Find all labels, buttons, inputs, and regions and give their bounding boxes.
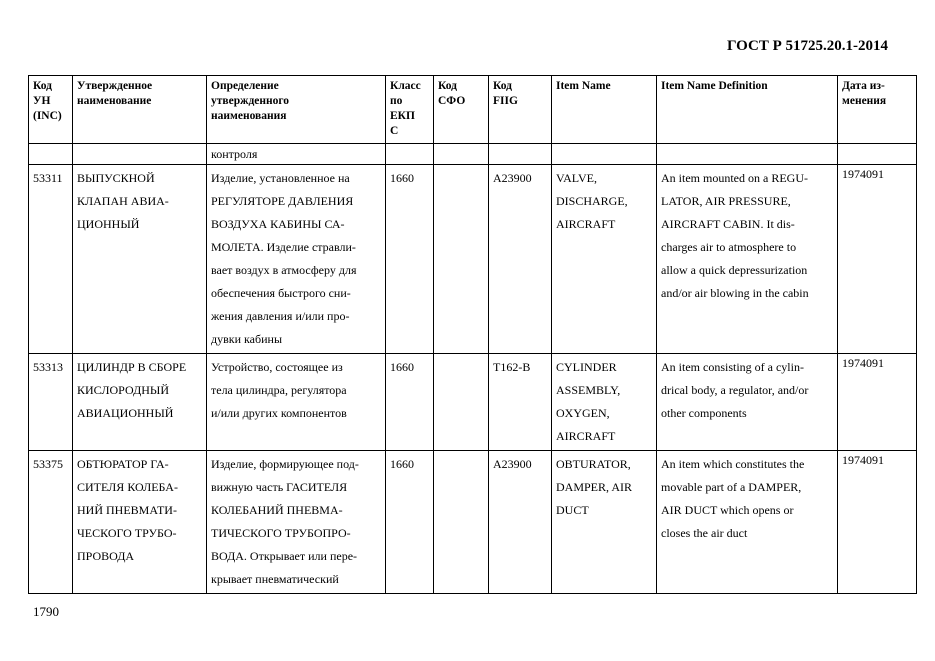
header-sfo-code: Код СФО: [434, 76, 489, 144]
item-name-definition: An item consisting of a cylin- drical body, a regulator, and/or other components: [657, 354, 838, 451]
fiig-code: A23900: [489, 451, 552, 594]
header-item-name-definition: Item Name Definition: [657, 76, 838, 144]
table-row: [29, 451, 917, 594]
approved-name: ВЫПУСКНОЙ КЛАПАН АВИА- ЦИОННЫЙ: [73, 165, 207, 354]
item-name: CYLINDER ASSEMBLY, OXYGEN, AIRCRAFT: [552, 354, 657, 451]
sfo-code: [434, 451, 489, 594]
item-name: OBTURATOR, DAMPER, AIR DUCT: [552, 451, 657, 594]
table-row: [29, 165, 917, 354]
approved-definition: Изделие, формирующее под- вижную часть ГАСИТЕЛЯ КОЛЕБАНИЙ ПНЕВМА- ТИЧЕСКОГО ТРУБОПРО- ВОДА. Открывает или пере- крывает пневматический: [207, 451, 386, 594]
approved-definition: Изделие, установленное на РЕГУЛЯТОРЕ ДАВЛЕНИЯ ВОЗДУХА КАБИНЫ СА- МОЛЕТА. Изделие стравли- вает воздух в атмосферу для обеспечения быстрого сни- жения давления и/или про- дувки кабины: [207, 165, 386, 354]
inc-code: 53375: [29, 451, 73, 594]
change-date: 1974091: [838, 354, 917, 451]
header-class: Класс по ЕКП С: [386, 76, 434, 144]
change-date: 1974091: [838, 451, 917, 594]
inc-code: 53313: [29, 354, 73, 451]
inc-code: 53311: [29, 165, 73, 354]
table-row: [29, 354, 917, 451]
header-approved-definition: Определение утвержденного наименования: [207, 76, 386, 144]
item-name: VALVE, DISCHARGE, AIRCRAFT: [552, 165, 657, 354]
page-number: 1790: [33, 604, 59, 619]
sfo-code: [434, 354, 489, 451]
item-name-definition: An item mounted on a REGU- LATOR, AIR PRESSURE, AIRCRAFT CABIN. It dis- charges air to atmosphere to allow a quick depressurization and/or air blowing in the cabin: [657, 165, 838, 354]
header-fiig-code: Код FIIG: [489, 76, 552, 144]
document-code: ГОСТ Р 51725.20.1-2014: [726, 38, 888, 54]
approved-definition: Устройство, состоящее из тела цилиндра, регулятора и/или других компонентов: [207, 354, 386, 451]
table-header-row: [29, 76, 917, 144]
fiig-code: T162-B: [489, 354, 552, 451]
item-name-definition: An item which constitutes the movable part of a DAMPER, AIR DUCT which opens or closes the air duct: [657, 451, 838, 594]
class-code: 1660: [386, 165, 434, 354]
header-change-date: Дата из- менения: [838, 76, 917, 144]
fiig-code: A23900: [489, 165, 552, 354]
class-code: 1660: [386, 354, 434, 451]
change-date: 1974091: [838, 165, 917, 354]
header-item-name: Item Name: [552, 76, 657, 144]
data-table: [28, 75, 917, 594]
header-inc-code: Код УН (INC): [29, 76, 73, 144]
approved-name: ЦИЛИНДР В СБОРЕ КИСЛОРОДНЫЙ АВИАЦИОННЫЙ: [73, 354, 207, 451]
table-row-continuation: [29, 144, 917, 165]
header-approved-name: Утвержденное наименование: [73, 76, 207, 144]
class-code: 1660: [386, 451, 434, 594]
approved-name: ОБТЮРАТОР ГА- СИТЕЛЯ КОЛЕБА- НИЙ ПНЕВМАТИ- ЧЕСКОГО ТРУБО- ПРОВОДА: [73, 451, 207, 594]
sfo-code: [434, 165, 489, 354]
continuation-text: контроля: [207, 144, 386, 165]
